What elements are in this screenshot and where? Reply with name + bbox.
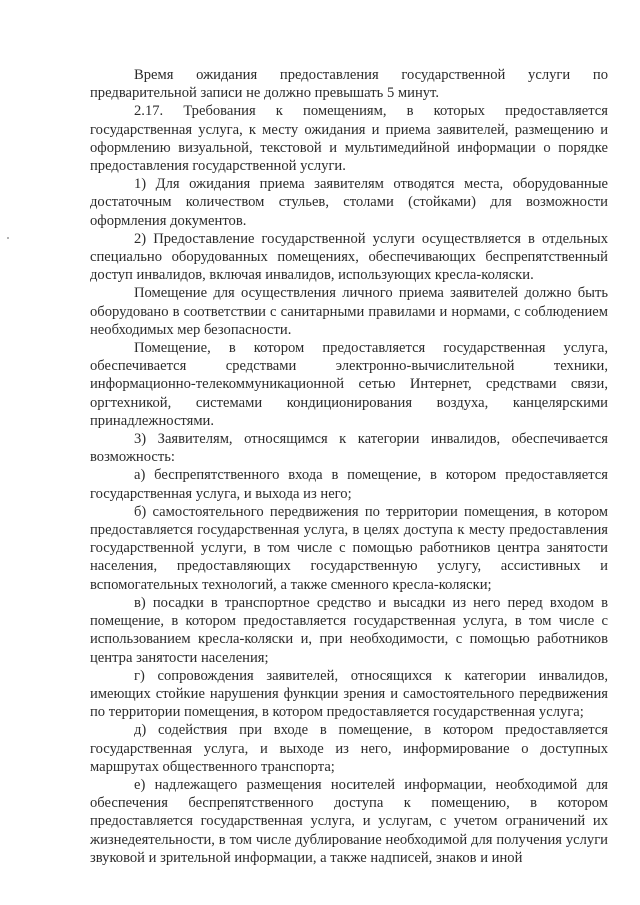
- paragraph-item-3: 3) Заявителям, относящимся к категории инвалидов, обеспечивается возможность:: [90, 431, 608, 466]
- paragraph-subitem-d: д) содействия при входе в помещение, в котором предоставляется государственная услуга, и выходе из него, информирование о доступных маршрутах общественного транспорта;: [90, 722, 608, 775]
- paragraph-item-1: 1) Для ожидания приема заявителям отводятся места, оборудованные достаточным количеством стульев, столами (стойками) для возможности оформления документов.: [90, 176, 608, 229]
- paragraph-reception-room: Помещение для осуществления личного приема заявителей должно быть оборудовано в соответствии с санитарными правилами и нормами, с соблюдением необходимых мер безопасности.: [90, 285, 608, 338]
- paragraph-subitem-e: е) надлежащего размещения носителей информации, необходимой для обеспечения беспрепятственного доступа к помещению, в котором предоставляется государственная услуга, и услугам, с учетом ограничений их жизнедеятельности, в том числе дублирование необходимой для получения услуги звуковой и зрительной информации, а также надписей, знаков и иной: [90, 776, 608, 866]
- scan-artifact-dot: [7, 237, 9, 239]
- paragraph-section-2-17: 2.17. Требования к помещениям, в которых предоставляется государственная услуга, к месту ожидания и приема заявителей, размещению и оформлению визуальной, текстовой и мультимедийной информации о порядке предоставления государственной услуги.: [90, 103, 608, 175]
- paragraph-equipment: Помещение, в котором предоставляется государственная услуга, обеспечивается средствами электронно-вычислительной техники, информационно-телекоммуникационной сетью Интернет, средствами связи, оргтехникой, системами кондиционирования воздуха, канцелярскими принадлежностями.: [90, 340, 608, 429]
- paragraph-subitem-v: в) посадки в транспортное средство и высадки из него перед входом в помещение, в котором предоставляется государственная услуга, в том числе с использованием кресла-коляски и, при необходимости, с помощью работников центра занятости населения;: [90, 594, 608, 666]
- document-body: [90, 66, 608, 867]
- paragraph-subitem-g: г) сопровождения заявителей, относящихся к категории инвалидов, имеющих стойкие нарушения функции зрения и самостоятельного передвижения по территории помещения, в котором предоставляется государственная услуга;: [90, 667, 608, 721]
- paragraph-subitem-a: а) беспрепятственного входа в помещение, в котором предоставляется государственная услуга, и выхода из него;: [90, 467, 608, 502]
- paragraph-waiting-time: Время ожидания предоставления государственной услуги по предварительной записи не должно превышать 5 минут.: [90, 67, 608, 102]
- paragraph-item-2: 2) Предоставление государственной услуги осуществляется в отдельных специально оборудованных помещениях, обеспечивающих беспрепятственный доступ инвалидов, включая инвалидов, использующих кресла-коляски.: [90, 230, 608, 284]
- paragraph-subitem-b: б) самостоятельного передвижения по территории помещения, в котором предоставляется государственная услуга, в целях доступа к месту предоставления государственной услуги, в том числе с помощью работников центра занятости населения, предоставляющих государственную услугу, ассистивных и вспомогательных технологий, а также сменного кресла-коляски;: [90, 503, 608, 593]
